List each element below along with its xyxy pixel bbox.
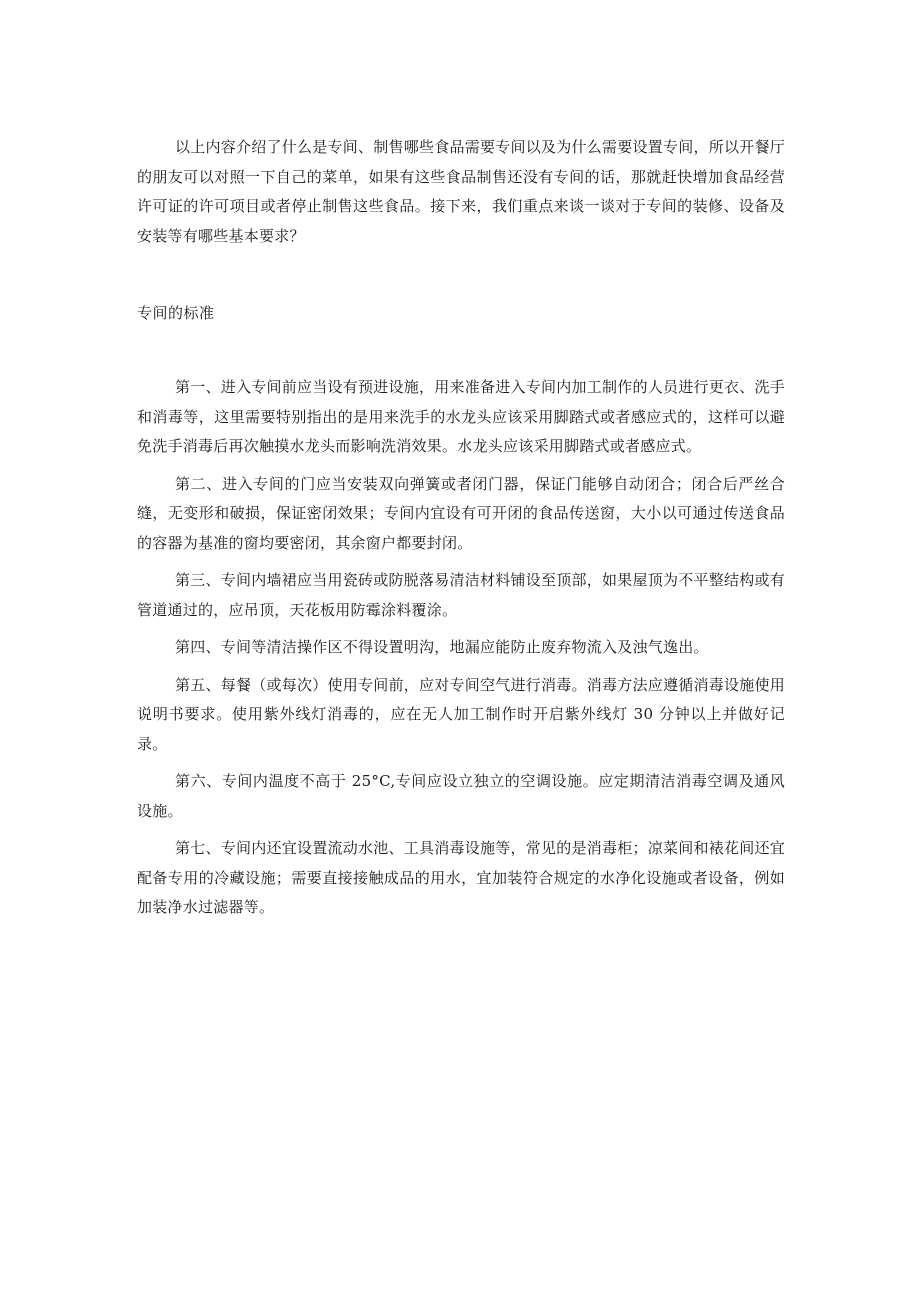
document-content xyxy=(137,133,786,916)
requirements-list xyxy=(137,373,785,931)
section-title: 专间的标准 xyxy=(137,304,215,322)
requirement-item-1: 第一、进入专间前应当设有预进设施，用来准备进入专间内加工制作的人员进行更衣、洗手和消毒等，这里需要特别指出的是用来洗手的水龙头应该采用脚踏式或者感应式的，这样可以避免洗手消毒后再次触摸水龙头而影响洗消效果。水龙头应该采用脚踏式或者感应式。 xyxy=(137,378,786,455)
requirement-item-4: 第四、专间等清洁操作区不得设置明沟，地漏应能防止废弃物流入及浊气逸出。 xyxy=(175,638,709,656)
intro-paragraph: 以上内容介绍了什么是专间、制售哪些食品需要专间以及为什么需要设置专间，所以开餐厅的朋友可以对照一下自己的菜单，如果有这些食品制售还没有专间的话，那就赶快增加食品经营许可证的许可项目或者停止制售这些食品。接下来，我们重点来谈一谈对于专间的装修、设备及安装等有哪些基本要求？ xyxy=(137,138,786,245)
requirement-item-3: 第三、专间内墙裙应当用瓷砖或防脱落易清洁材料铺设至顶部，如果屋顶为不平整结构或有管道通过的，应吊顶，天花板用防霉涂料覆涂。 xyxy=(137,571,786,619)
requirement-item-2: 第二、进入专间的门应当安装双向弹簧或者闭门器，保证门能够自动闭合；闭合后严丝合缝，无变形和破损，保证密闭效果；专间内宜设有可开闭的食品传送窗，大小以可通过传送食品的容器为基准的窗均要密闭，其余窗户都要封闭。 xyxy=(137,474,785,552)
requirement-item-6: 第六、专间内温度不高于 25°C,专间应设立独立的空调设施。应定期清洁消毒空调及通风设施。 xyxy=(137,772,785,820)
requirement-item-7: 第七、专间内还宜设置流动水池、工具消毒设施等，常见的是消毒柜；凉菜间和裱花间还宜配备专用的冷藏设施；需要直接接触成品的用水，宜加装符合规定的水净化设施或者设备，例如加装净水过滤器等。 xyxy=(137,839,786,916)
requirement-item-5: 第五、每餐（或每次）使用专间前，应对专间空气进行消毒。消毒方法应遵循消毒设施使用说明书要求。使用紫外线灯消毒的，应在无人加工制作时开启紫外线灯 30 分钟以上并做好记录。 xyxy=(137,675,786,753)
